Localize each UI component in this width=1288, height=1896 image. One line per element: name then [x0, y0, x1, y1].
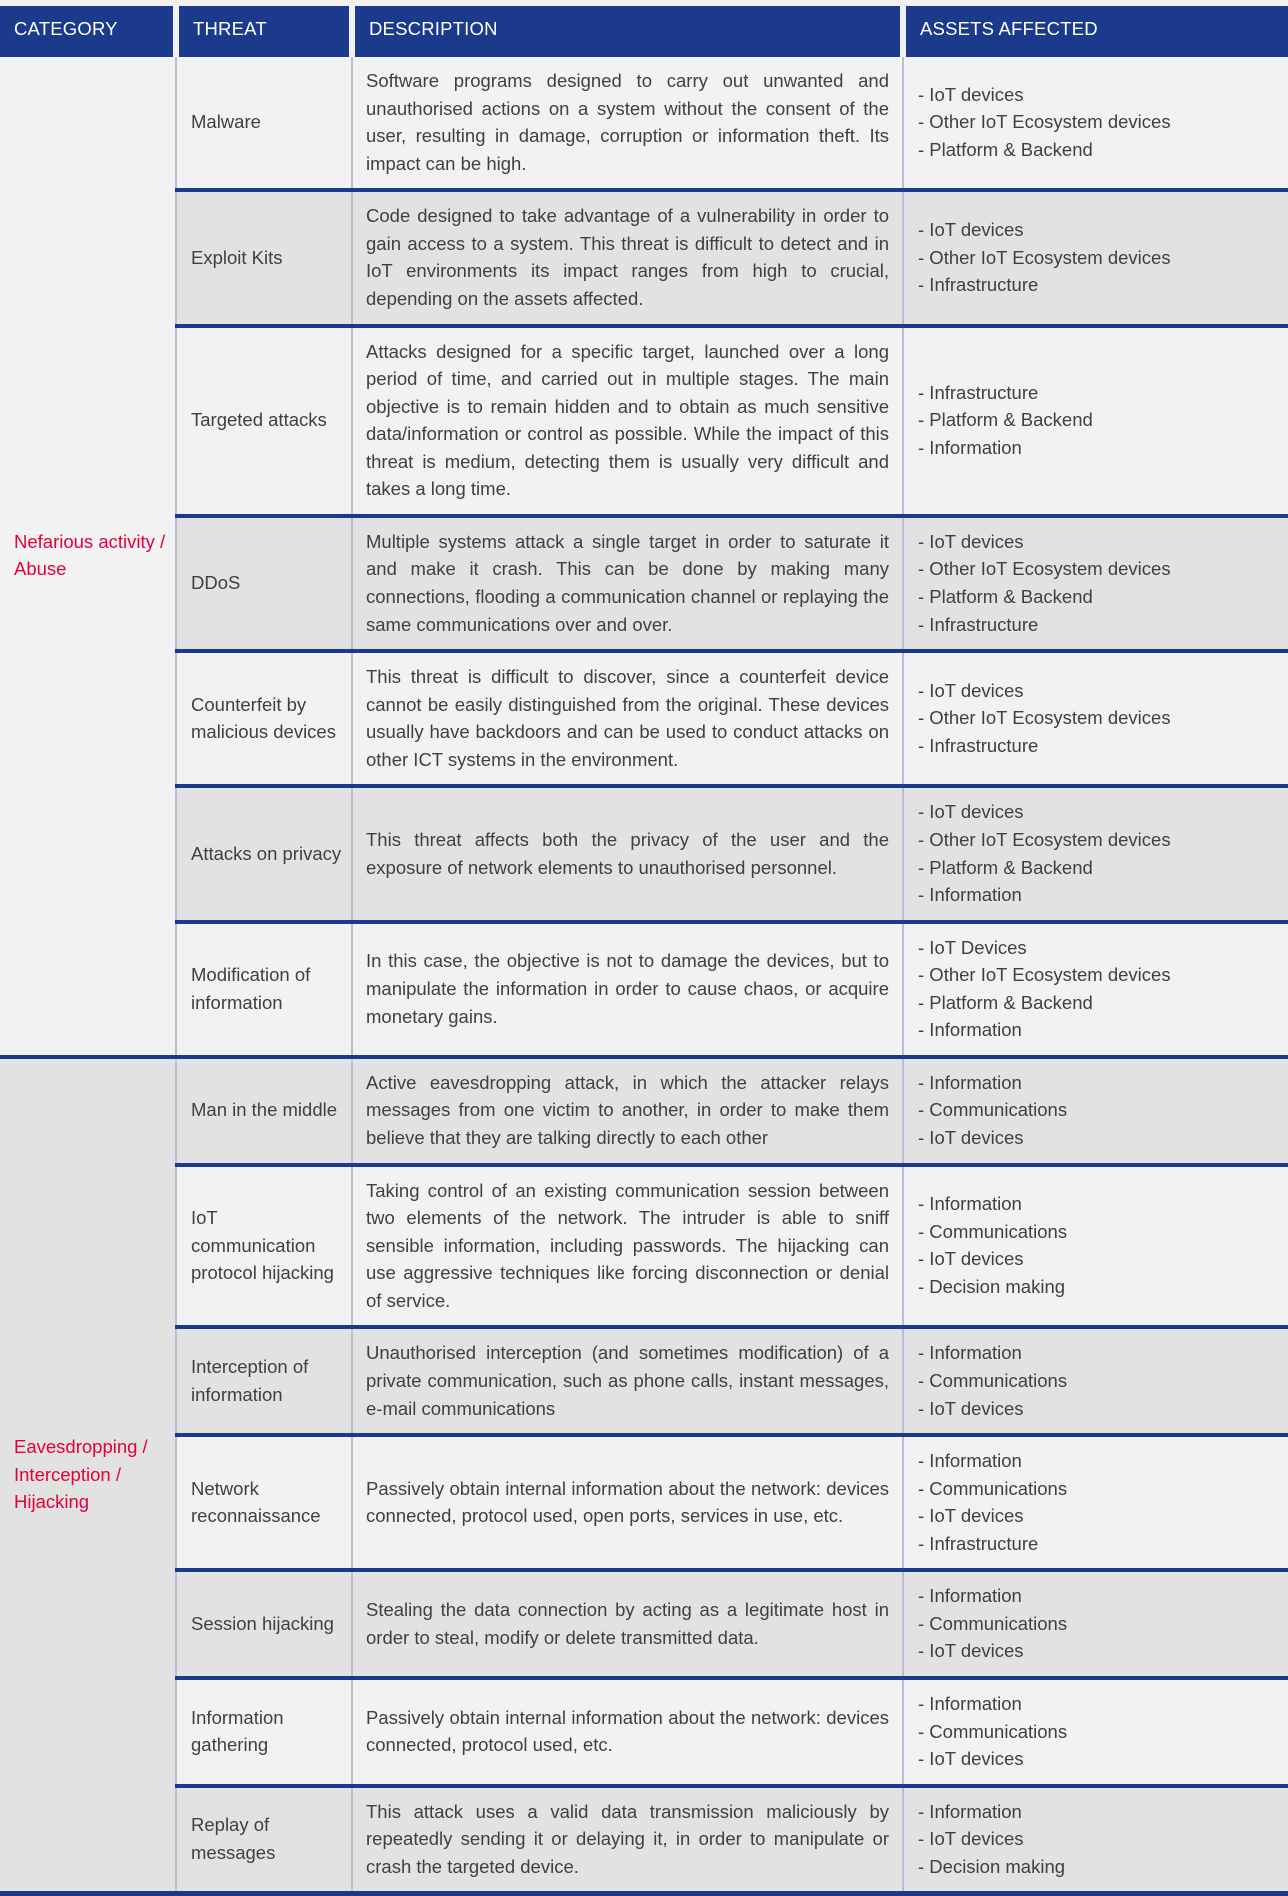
category-cell: Nefarious activity / Abuse — [0, 55, 176, 1057]
column-header-description: DESCRIPTION — [352, 3, 903, 55]
threat-cell: Targeted attacks — [176, 326, 352, 516]
asset-item: - Communications — [918, 1612, 1068, 1634]
asset-item: - IoT devices — [918, 679, 1024, 701]
asset-item: - Information — [918, 436, 1022, 458]
asset-item: - Information — [918, 1450, 1022, 1472]
threat-cell: Replay of messages — [176, 1786, 352, 1892]
asset-item: - Other IoT Ecosystem devices — [918, 558, 1171, 580]
asset-item: - Information — [918, 1800, 1022, 1822]
threat-cell: Counterfeit by malicious devices — [176, 651, 352, 786]
threat-cell: Network reconnaissance — [176, 1435, 352, 1570]
description-cell: Code designed to take advantage of a vulnerability in order to gain access to a system. This threat is difficult to detect and in IoT environments its impact ranges from high to crucial, depending on the assets affected. — [352, 190, 903, 325]
asset-item: - Decision making — [918, 1276, 1066, 1298]
asset-item: - Platform & Backend — [918, 409, 1093, 431]
asset-item: - Platform & Backend — [918, 856, 1093, 878]
table-row — [0, 326, 1288, 516]
asset-item: - Other IoT Ecosystem devices — [918, 111, 1171, 133]
column-header-category: CATEGORY — [0, 3, 176, 55]
threat-cell: DDoS — [176, 516, 352, 651]
asset-item: - Information — [918, 1585, 1022, 1607]
description-cell: In this case, the objective is not to damage the devices, but to manipulate the information in order to cause chaos, or acquire monetary gains. — [352, 922, 903, 1057]
assets-affected-cell — [903, 786, 1288, 921]
asset-item: - IoT devices — [918, 1248, 1024, 1270]
table-row — [0, 922, 1288, 1057]
table-row — [0, 516, 1288, 651]
asset-item: - IoT devices — [918, 1505, 1024, 1527]
asset-item: - Information — [918, 1071, 1022, 1093]
table-row — [0, 1570, 1288, 1678]
asset-item: - IoT devices — [918, 1640, 1024, 1662]
assets-affected-cell — [903, 651, 1288, 786]
asset-item: - Information — [918, 1693, 1022, 1714]
asset-item: - IoT devices — [918, 1748, 1024, 1770]
asset-item: - Communications — [918, 1369, 1068, 1391]
table-bottom-rule — [0, 1891, 1288, 1896]
assets-affected-cell — [903, 1678, 1288, 1786]
asset-item: - Infrastructure — [918, 274, 1039, 296]
column-header-threat: THREAT — [176, 3, 352, 55]
column-header-assets-affected: ASSETS AFFECTED — [903, 3, 1288, 55]
table-row — [0, 1165, 1288, 1328]
asset-item: - IoT Devices — [918, 936, 1027, 958]
description-cell: Active eavesdropping attack, in which the attacker relays messages from one victim to another, in order to make them believe that they are talking directly to each other — [352, 1057, 903, 1165]
table-row — [0, 190, 1288, 325]
assets-affected-cell — [903, 1327, 1288, 1435]
description-cell: Passively obtain internal information about the network: devices connected, protocol used, etc. — [352, 1678, 903, 1786]
assets-affected-cell — [903, 1570, 1288, 1678]
asset-item: - Platform & Backend — [918, 138, 1093, 160]
asset-item: - IoT devices — [918, 1397, 1024, 1419]
description-cell: This threat affects both the privacy of the user and the exposure of network elements to unauthorised personnel. — [352, 786, 903, 921]
table-row — [0, 55, 1288, 190]
asset-item: - Other IoT Ecosystem devices — [918, 707, 1171, 729]
asset-item: - IoT devices — [918, 219, 1024, 241]
description-cell: Stealing the data connection by acting as a legitimate host in order to steal, modify or delete transmitted data. — [352, 1570, 903, 1678]
table-row — [0, 1786, 1288, 1892]
asset-item: - IoT devices — [918, 530, 1024, 552]
table-row — [0, 1327, 1288, 1435]
assets-affected-cell — [903, 1057, 1288, 1165]
asset-item: - Communications — [918, 1220, 1068, 1242]
table-row — [0, 1435, 1288, 1570]
description-cell: Attacks designed for a specific target, launched over a long period of time, and carried out in multiple stages. The main objective is to remain hidden and to obtain as much sensitive data/information or control as possible. While the impact of this threat is medium, detecting them is usually very difficult and takes a long time. — [352, 326, 903, 516]
asset-item: - Other IoT Ecosystem devices — [918, 828, 1171, 850]
threat-cell: Man in the middle — [176, 1057, 352, 1165]
description-cell: This threat is difficult to discover, since a counterfeit device cannot be easily distinguished from the original. These devices usually have backdoors and can be used to conduct attacks on other ICT systems in the environment. — [352, 651, 903, 786]
asset-item: - Infrastructure — [918, 613, 1039, 635]
threat-cell: IoT communication protocol hijacking — [176, 1165, 352, 1328]
table-body — [0, 55, 1288, 1891]
threat-cell: Session hijacking — [176, 1570, 352, 1678]
asset-item: - Platform & Backend — [918, 991, 1093, 1013]
asset-item: - Information — [918, 1193, 1022, 1215]
category-cell: Eavesdropping / Interception / Hijacking — [0, 1057, 176, 1892]
asset-item: - Other IoT Ecosystem devices — [918, 964, 1171, 986]
description-cell: Taking control of an existing communication session between two elements of the network. The intruder is able to sniff sensible information, including passwords. The hijacking can use aggressive techniques like forcing disconnection or denial of service. — [352, 1165, 903, 1328]
assets-affected-cell — [903, 922, 1288, 1057]
description-cell: Passively obtain internal information about the network: devices connected, protocol used, open ports, services in use, etc. — [352, 1435, 903, 1570]
assets-affected-cell — [903, 516, 1288, 651]
asset-item: - IoT devices — [918, 801, 1024, 823]
table-row — [0, 1057, 1288, 1165]
asset-item: - Communications — [918, 1477, 1068, 1499]
description-cell: Unauthorised interception (and sometimes modification) of a private communication, such as phone calls, instant messages, e-mail communications — [352, 1327, 903, 1435]
assets-affected-cell — [903, 55, 1288, 190]
threat-cell: Malware — [176, 55, 352, 190]
threat-cell: Attacks on privacy — [176, 786, 352, 921]
asset-item: - Information — [918, 1019, 1022, 1041]
asset-item: - Other IoT Ecosystem devices — [918, 246, 1171, 268]
asset-item: - Communications — [918, 1099, 1068, 1121]
asset-item: - Information — [918, 884, 1022, 906]
asset-item: - IoT devices — [918, 1828, 1024, 1850]
asset-item: - IoT devices — [918, 83, 1024, 105]
asset-item: - Infrastructure — [918, 735, 1039, 757]
threat-cell: Modification of information — [176, 922, 352, 1057]
asset-item: - Platform & Backend — [918, 586, 1093, 607]
description-cell: Software programs designed to carry out unwanted and unauthorised actions on a system without the consent of the user, resulting in damage, corruption or information theft. Its impact can be high. — [352, 55, 903, 190]
header-row — [0, 3, 1288, 55]
threat-cell: Exploit Kits — [176, 190, 352, 325]
description-cell: Multiple systems attack a single target in order to saturate it and make it crash. This can be done by making many connections, flooding a communication channel or replaying the same communications over and over. — [352, 516, 903, 651]
assets-affected-cell — [903, 1435, 1288, 1570]
table-header — [0, 3, 1288, 55]
threat-cell: Information gathering — [176, 1678, 352, 1786]
asset-item: - IoT devices — [918, 1127, 1024, 1148]
asset-item: - Infrastructure — [918, 1532, 1039, 1554]
table-row — [0, 651, 1288, 786]
assets-affected-cell — [903, 1165, 1288, 1328]
asset-item: - Communications — [918, 1720, 1068, 1742]
table-row — [0, 1678, 1288, 1786]
asset-item: - Infrastructure — [918, 381, 1039, 403]
description-cell: This attack uses a valid data transmission maliciously by repeatedly sending it or delaying it, in order to manipulate or crash the targeted device. — [352, 1786, 903, 1892]
asset-item: - Decision making — [918, 1855, 1066, 1877]
asset-item: - Information — [918, 1342, 1022, 1364]
assets-affected-cell — [903, 326, 1288, 516]
assets-affected-cell — [903, 190, 1288, 325]
threat-cell: Interception of information — [176, 1327, 352, 1435]
table-row — [0, 786, 1288, 921]
assets-affected-cell — [903, 1786, 1288, 1892]
